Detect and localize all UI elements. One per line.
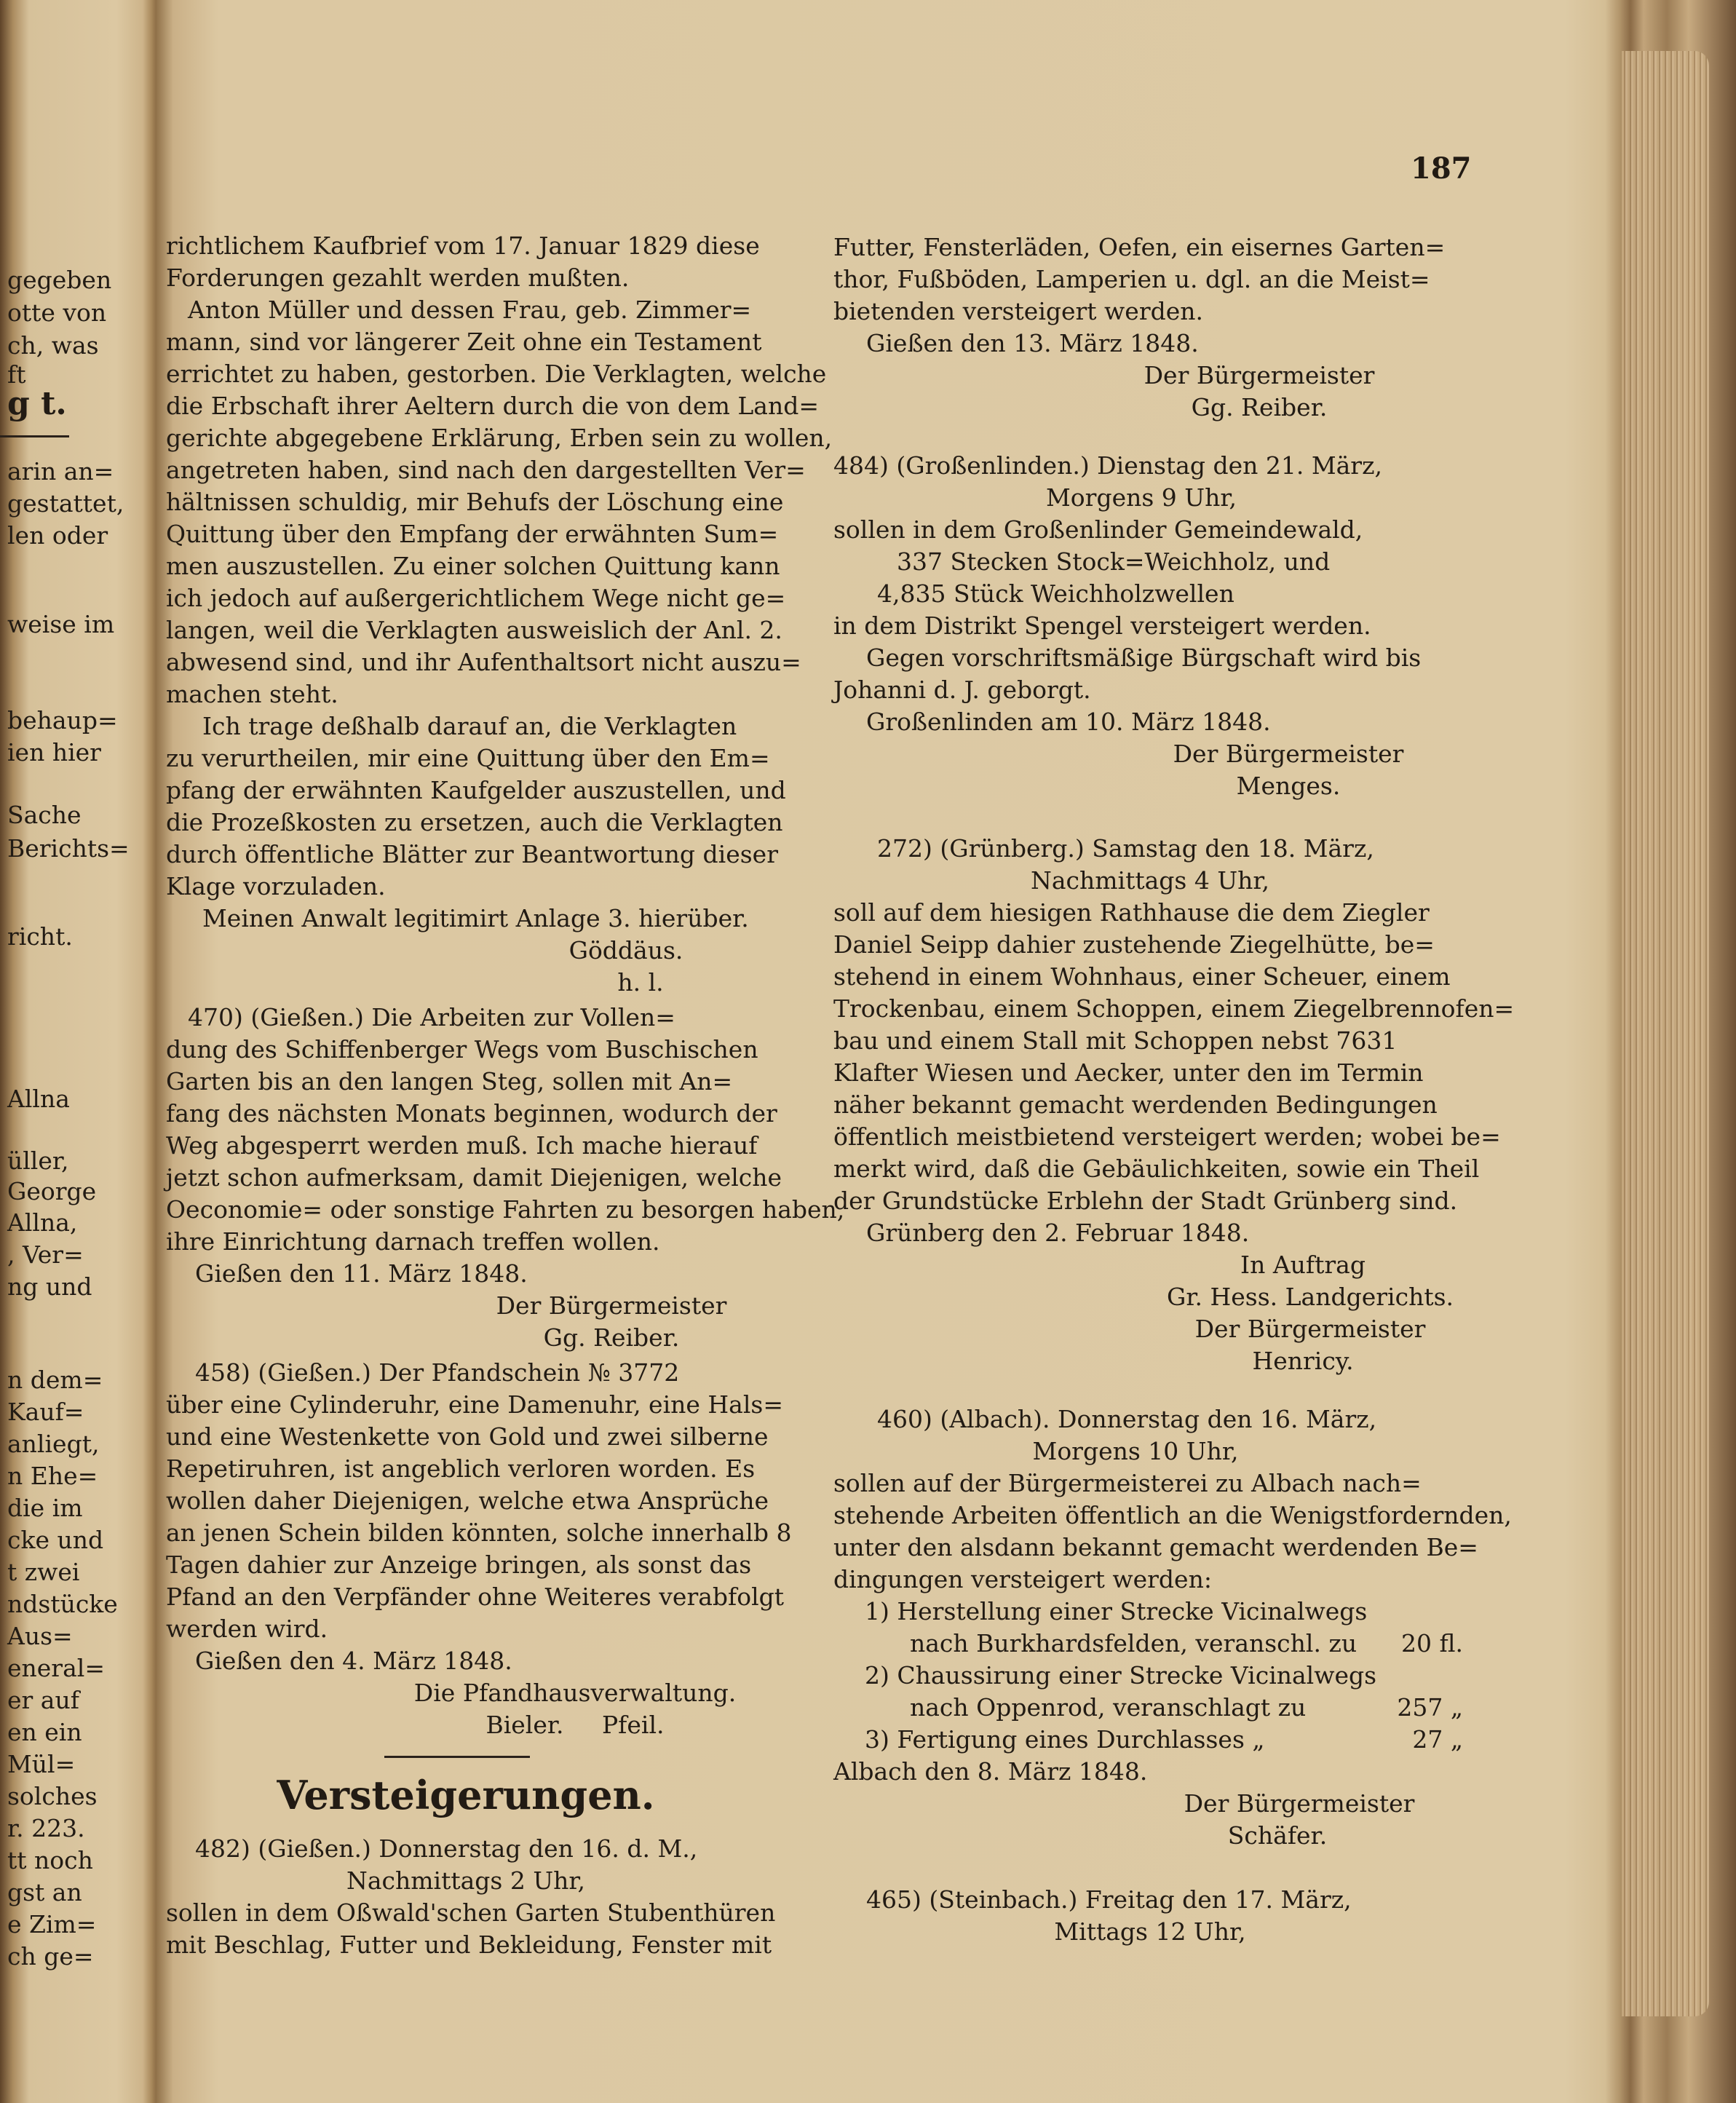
list-item-amount: 20 fl. [1401, 1629, 1463, 1658]
text-line: Quittung über den Empfang der erwähnten Sum= [166, 520, 779, 548]
left-fragment-line: anliegt, [7, 1430, 100, 1458]
notice-484-line: sollen in dem Großenlinder Gemeindewald, [833, 515, 1363, 544]
notice-470-line: fang des nächsten Monats beginnen, wodurch der [166, 1099, 777, 1128]
left-fragment-line: otte von [7, 298, 107, 327]
text-line: die Erbschaft ihrer Aeltern durch die von dem Land= [166, 392, 819, 420]
left-fragment-line: Kauf= [7, 1398, 84, 1426]
section-rule [384, 1756, 530, 1758]
notice-272-line: der Grundstücke Erblehn der Stadt Grünberg sind. [833, 1187, 1458, 1215]
list-item-text: nach Burkhardsfelden, veranschl. zu [910, 1629, 1358, 1658]
left-fragment-line: e Zim= [7, 1910, 97, 1938]
page-number: 187 [1411, 151, 1472, 186]
notice-470-line: ihre Einrichtung darnach treffen wollen. [166, 1227, 660, 1256]
notice-458-line: an jenen Schein bilden könnten, solche innerhalb 8 [166, 1518, 792, 1547]
notice-470-line: Gießen den 11. März 1848. [195, 1259, 528, 1288]
text-line: Klage vorzuladen. [166, 872, 386, 900]
left-fragment-line: r. 223. [7, 1814, 85, 1842]
notice-460-line: unter den alsdann bekannt gemacht werdenden Be= [833, 1533, 1478, 1561]
notice-272-line: Grünberg den 2. Februar 1848. [866, 1219, 1250, 1247]
notice-272-line: näher bekannt gemacht werdenden Bedingungen [833, 1090, 1438, 1119]
left-fragment-line: ch, was [7, 331, 99, 360]
left-fragment-line: arin an= [7, 457, 114, 486]
text-line: bietenden versteigert werden. [833, 297, 1204, 325]
left-fragment-line: n Ehe= [7, 1462, 98, 1490]
signature-line: Der Bürgermeister [496, 1291, 727, 1320]
notice-482-line: mit Beschlag, Futter und Bekleidung, Fenster mit [166, 1930, 772, 1959]
text-line: thor, Fußböden, Lamperien u. dgl. an die Meist= [833, 265, 1430, 293]
notice-460-line: sollen auf der Bürgermeisterei zu Albach nach= [833, 1469, 1422, 1497]
notice-460-line: stehende Arbeiten öffentlich an die Wenigstfordernden, [833, 1501, 1512, 1529]
notice-482-line: sollen in dem Oßwald'schen Garten Stubenthüren [166, 1898, 776, 1927]
notice-484-line: 337 Stecken Stock=Weichholz, und [897, 547, 1331, 576]
signature-line: Der Bürgermeister [1144, 361, 1375, 389]
notice-470-line: 470) (Gießen.) Die Arbeiten zur Vollen= [188, 1003, 675, 1031]
text-line: Ich trage deßhalb darauf an, die Verklagten [202, 712, 737, 740]
notice-470-line: dung des Schiffenberger Wegs vom Buschischen [166, 1035, 758, 1064]
left-fragment-line: Allna [7, 1085, 70, 1113]
text-line: men auszustellen. Zu einer solchen Quittung kann [166, 552, 780, 580]
notice-272-line: bau und einem Stall mit Schoppen nebst 7631 [833, 1026, 1398, 1055]
left-fragment-line: gestattet, [7, 489, 124, 518]
notice-484-line: in dem Distrikt Spengel versteigert werden. [833, 611, 1371, 640]
notice-482-line: Nachmittags 2 Uhr, [346, 1866, 586, 1895]
left-fragment-line: , Ver= [7, 1240, 84, 1269]
left-rule [0, 435, 69, 437]
notice-460-line: dingungen versteigert werden: [833, 1565, 1212, 1593]
notice-272-line: stehend in einem Wohnhaus, einer Scheuer, einem [833, 962, 1451, 991]
list-item-text: 2) Chaussirung einer Strecke Vicinalwegs [865, 1661, 1377, 1690]
section-heading: Versteigerungen. [277, 1772, 655, 1818]
signature-line: Henricy. [1252, 1347, 1354, 1375]
text-line: machen steht. [166, 680, 338, 708]
left-fragment-line: cke und [7, 1526, 104, 1554]
text-line: richtlichem Kaufbrief vom 17. Januar 1829 diese [166, 231, 760, 260]
notice-272-line: Klafter Wiesen und Aecker, unter den im Termin [833, 1058, 1424, 1087]
notice-458-line: Pfand an den Verpfänder ohne Weiteres verabfolgt [166, 1583, 785, 1611]
list-item-text: 1) Herstellung einer Strecke Vicinalwegs [865, 1597, 1368, 1625]
left-fragment-line: len oder [7, 521, 108, 550]
left-fragment-line: ft [7, 360, 26, 389]
left-fragment-line: Berichts= [7, 834, 130, 863]
notice-458-line: Gießen den 4. März 1848. [195, 1647, 512, 1675]
text-line: die Prozeßkosten zu ersetzen, auch die Verklagten [166, 808, 783, 836]
notice-470-line: Oeconomie= oder sonstige Fahrten zu besorgen haben, [166, 1195, 845, 1224]
signature-line: In Auftrag [1240, 1251, 1366, 1279]
notice-484-line: Gegen vorschriftsmäßige Bürgschaft wird bis [866, 643, 1422, 672]
left-fragment-line: eneral= [7, 1654, 105, 1682]
left-fragment-line: die im [7, 1494, 83, 1522]
text-line: mann, sind vor längerer Zeit ohne ein Testament [166, 328, 762, 356]
left-fragment-line: üller, [7, 1146, 69, 1175]
left-fragment-line: ch ge= [7, 1942, 94, 1971]
notice-458-line: wollen daher Diejenigen, welche etwa Ansprüche [166, 1486, 769, 1515]
text-line: Meinen Anwalt legitimirt Anlage 3. hierüber. [202, 904, 749, 932]
text-line: ich jedoch auf außergerichtlichem Wege nicht ge= [166, 584, 786, 612]
notice-272-line: öffentlich meistbietend versteigert werden; wobei be= [833, 1122, 1501, 1151]
notice-484-line: Johanni d. J. geborgt. [833, 676, 1091, 704]
text-line: angetreten haben, sind nach den dargestellten Ver= [166, 456, 806, 484]
notice-458-line: über eine Cylinderuhr, eine Damenuhr, eine Hals= [166, 1390, 783, 1419]
signature-line: h. l. [617, 968, 664, 997]
notice-460-date: Albach den 8. März 1848. [833, 1757, 1148, 1786]
left-fragment-line: richt. [7, 922, 73, 951]
left-fragment-line: t zwei [7, 1558, 80, 1586]
left-fragment-line: Allna, [7, 1208, 78, 1237]
notice-484-line: Morgens 9 Uhr, [1046, 483, 1237, 512]
left-fragment-line: gst an [7, 1878, 82, 1906]
text-line: gerichte abgegebene Erklärung, Erben sein zu wollen, [166, 424, 833, 452]
notice-470-line: jetzt schon aufmerksam, damit Diejenigen, welche [166, 1163, 782, 1192]
notice-272-line: 272) (Grünberg.) Samstag den 18. März, [877, 834, 1374, 863]
left-fragment-line: George [7, 1177, 97, 1205]
notice-458-line: Tagen dahier zur Anzeige bringen, als sonst das [166, 1550, 752, 1579]
notice-484-line: 484) (Großenlinden.) Dienstag den 21. März, [833, 451, 1382, 480]
notice-460-line: Morgens 10 Uhr, [1032, 1437, 1239, 1465]
left-fragment-line: gegeben [7, 266, 112, 294]
left-fragment-line: Mül= [7, 1750, 76, 1778]
text-line: hältnissen schuldig, mir Behufs der Löschung eine [166, 488, 784, 516]
text-line: Forderungen gezahlt werden mußten. [166, 264, 630, 292]
notice-470-line: Garten bis an den langen Steg, sollen mit An= [166, 1067, 733, 1096]
left-fragment-line: ien hier [7, 738, 101, 767]
left-fragment-line: g t. [7, 385, 67, 422]
left-fragment-line: ng und [7, 1272, 92, 1301]
signature-line: Gr. Hess. Landgerichts. [1166, 1283, 1454, 1311]
signature-line: Bieler. Pfeil. [485, 1711, 665, 1739]
left-fragment-line: weise im [7, 610, 115, 638]
left-page-fragment [0, 0, 146, 2103]
signature-line: Gg. Reiber. [1191, 393, 1328, 421]
left-fragment-line: ndstücke [7, 1590, 118, 1618]
notice-272-line: merkt wird, daß die Gebäulichkeiten, sowie ein Theil [833, 1155, 1480, 1183]
text-line: durch öffentliche Blätter zur Beantwortung dieser [166, 840, 778, 868]
signature-line: Menges. [1236, 772, 1341, 800]
notice-272-line: Daniel Seipp dahier zustehende Ziegelhütte, be= [833, 930, 1435, 959]
text-line: pfang der erwähnten Kaufgelder auszustellen, und [166, 776, 786, 804]
signature-line: Schäfer. [1227, 1821, 1328, 1850]
list-item-amount: 27 „ [1412, 1725, 1463, 1754]
left-fragment-line: solches [7, 1782, 98, 1810]
notice-470-line: Weg abgesperrt werden muß. Ich mache hierauf [166, 1131, 758, 1160]
notice-272-line: soll auf dem hiesigen Rathhause die dem Ziegler [833, 898, 1430, 927]
text-line: Gießen den 13. März 1848. [866, 329, 1199, 357]
text-line: zu verurtheilen, mir eine Quittung über den Em= [166, 744, 770, 772]
text-line: abwesend sind, und ihr Aufenthaltsort nicht auszu= [166, 648, 801, 676]
text-line: Futter, Fensterläden, Oefen, ein eisernes Garten= [833, 233, 1446, 261]
signature-line: Der Bürgermeister [1194, 1315, 1426, 1343]
notice-484-line: Großenlinden am 10. März 1848. [866, 708, 1271, 736]
notice-465-line: Mittags 12 Uhr, [1054, 1917, 1246, 1946]
left-fragment-line: Sache [7, 801, 82, 829]
left-fragment-line: Aus= [7, 1622, 73, 1650]
list-item-text: nach Oppenrod, veranschlagt zu [910, 1693, 1307, 1722]
signature-line: Gg. Reiber. [543, 1323, 680, 1352]
notice-458-line: 458) (Gießen.) Der Pfandschein № 3772 [195, 1358, 680, 1387]
signature-line: Der Bürgermeister [1173, 740, 1404, 768]
notice-458-line: und eine Westenkette von Gold und zwei silberne [166, 1422, 769, 1451]
text-line: langen, weil die Verklagten ausweislich der Anl. 2. [166, 616, 782, 644]
notice-272-line: Trockenbau, einem Schoppen, einem Ziegelbrennofen= [833, 994, 1515, 1023]
list-item-text: 3) Fertigung eines Durchlasses „ [865, 1725, 1265, 1754]
text-line: errichtet zu haben, gestorben. Die Verklagten, welche [166, 360, 827, 388]
signature-line: Göddäus. [568, 936, 683, 965]
notice-458-line: werden wird. [166, 1615, 328, 1643]
text-line: Anton Müller und dessen Frau, geb. Zimmer= [188, 296, 752, 324]
left-fragment-line: tt noch [7, 1846, 93, 1874]
notice-465-line: 465) (Steinbach.) Freitag den 17. März, [866, 1885, 1352, 1914]
left-fragment-line: en ein [7, 1718, 82, 1746]
notice-460-line: 460) (Albach). Donnerstag den 16. März, [877, 1405, 1377, 1433]
page-edges [1622, 51, 1709, 2016]
notice-272-line: Nachmittags 4 Uhr, [1030, 866, 1270, 895]
left-fragment-line: er auf [7, 1686, 79, 1714]
signature-line: Die Pfandhausverwaltung. [413, 1679, 737, 1707]
list-item-amount: 257 „ [1397, 1693, 1463, 1722]
left-fragment-line: n dem= [7, 1366, 103, 1394]
signature-line: Der Bürgermeister [1184, 1789, 1415, 1818]
notice-484-line: 4,835 Stück Weichholzwellen [877, 579, 1234, 608]
notice-458-line: Repetiruhren, ist angeblich verloren worden. Es [166, 1454, 756, 1483]
notice-482-line: 482) (Gießen.) Donnerstag den 16. d. M., [195, 1834, 698, 1863]
left-fragment-line: behaup= [7, 706, 118, 734]
